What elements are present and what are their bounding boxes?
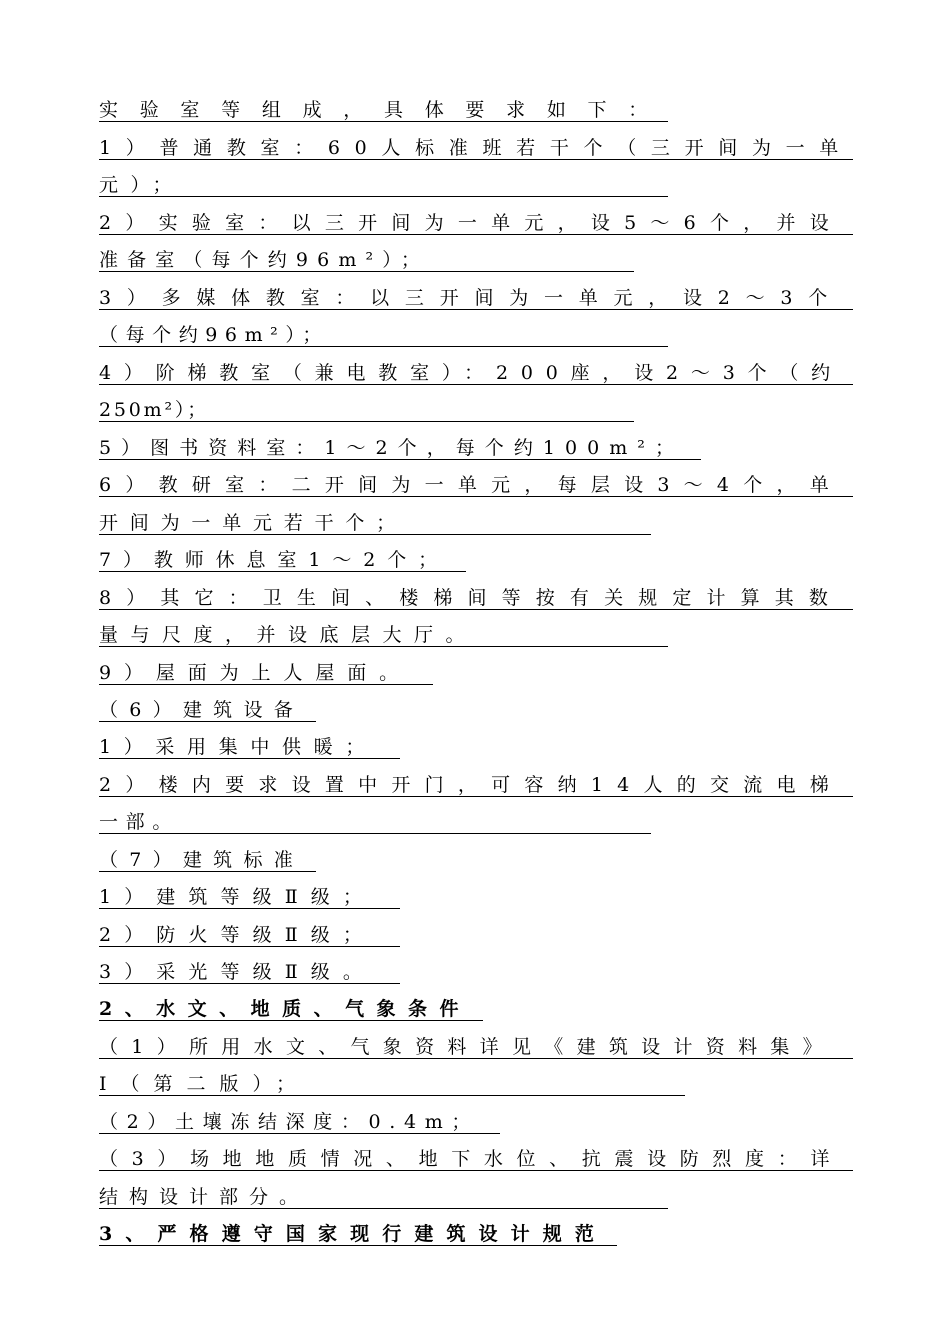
underline <box>99 758 400 759</box>
text-line: 结构设计部分。 <box>99 1186 309 1208</box>
underline <box>99 983 400 984</box>
underline <box>99 309 853 310</box>
underline <box>99 609 853 610</box>
text-line: （每个约96m²）； <box>99 324 329 346</box>
underline <box>99 684 433 685</box>
text-line: 1）普通教室：60人标准班若干个（三开间为一单 <box>99 137 853 159</box>
underline <box>99 871 316 872</box>
text-line: 2）防火等级Ⅱ级； <box>99 924 375 946</box>
underline <box>99 1245 617 1246</box>
text-line: 8）其它：卫生间、楼梯间等按有关规定计算其数 <box>99 587 843 609</box>
text-line: 实验室等组成，具体要求如下： <box>99 99 669 121</box>
underline <box>99 796 853 797</box>
text-line: 3）采光等级Ⅱ级。 <box>99 961 375 983</box>
text-line: （7）建筑标准 <box>99 849 304 871</box>
text-line: 5）图书资料室：1～2个，每个约100m²； <box>99 437 684 459</box>
text-line: （1）所用水文、气象资料详见《建筑设计资料集》 <box>99 1036 835 1058</box>
underline <box>99 421 634 422</box>
text-line: 一部。 <box>99 811 179 833</box>
underline <box>99 646 668 647</box>
text-line: 6）教研室：二开间为一单元，每层设3～4个，单 <box>99 474 843 496</box>
underline <box>99 1208 668 1209</box>
text-line: 元）； <box>99 174 184 196</box>
underline <box>99 833 651 834</box>
underline <box>99 908 400 909</box>
text-line: 3）多媒体教室：以三开间为一单元，设2～3个 <box>99 287 843 309</box>
underline <box>99 1170 853 1171</box>
text-line: 量与尺度，并设底层大厅。 <box>99 624 477 646</box>
text-line: （6）建筑设备 <box>99 699 304 721</box>
underline <box>99 571 466 572</box>
text-line: Ⅰ（第二版）； <box>99 1073 309 1095</box>
underline <box>99 534 651 535</box>
text-line: （2）土壤冻结深度：0.4m； <box>99 1111 479 1133</box>
underline <box>99 1133 500 1134</box>
text-line: 1）建筑等级Ⅱ级； <box>99 886 375 908</box>
underline <box>99 1058 853 1059</box>
section-heading: 3、严格遵守国家现行建筑设计规范 <box>99 1223 607 1245</box>
underline <box>99 234 853 235</box>
underline <box>99 159 853 160</box>
underline <box>99 1095 685 1096</box>
section-heading: 2、水文、地质、气象条件 <box>99 998 471 1020</box>
text-line: 250m²）； <box>99 399 209 421</box>
text-line: 2）实验室：以三开间为一单元，设5～6个，并设 <box>99 212 843 234</box>
underline <box>99 946 400 947</box>
text-line: 4）阶梯教室（兼电教室）：200座，设2～3个（约 <box>99 362 843 384</box>
text-line: 2）楼内要求设置中开门，可容纳14人的交流电梯 <box>99 774 843 796</box>
text-line: 开间为一单元若干个； <box>99 512 407 534</box>
underline <box>99 196 668 197</box>
text-line: 1）采用集中供暖； <box>99 736 377 758</box>
underline <box>99 459 701 460</box>
underline <box>99 384 853 385</box>
underline <box>99 496 853 497</box>
text-line: （3）场地地质情况、地下水位、抗震设防烈度：详 <box>99 1148 843 1170</box>
underline <box>99 721 316 722</box>
text-line: 7）教师休息室1～2个； <box>99 549 449 571</box>
text-line: 9）屋面为上人屋面。 <box>99 662 411 684</box>
underline <box>99 346 668 347</box>
underline <box>99 1020 483 1021</box>
underline <box>99 271 634 272</box>
underline <box>99 121 668 122</box>
text-line: 准备室（每个约96m²）； <box>99 249 429 271</box>
